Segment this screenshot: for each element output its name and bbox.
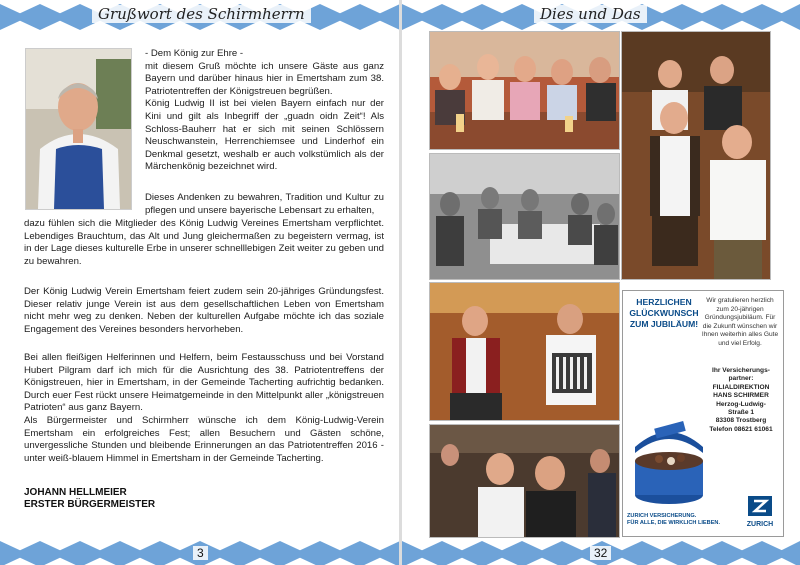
ad-headline (629, 297, 699, 330)
ad-slogan-line: FÜR ALLE, DIE WIRKLICH LIEBEN. (627, 520, 721, 527)
ad-partner-line: Ihr Versicherungs- (712, 367, 770, 374)
ad-partner-line: partner: (728, 375, 754, 383)
ad-partner-line: 83308 Trostberg (715, 417, 767, 425)
zurich-advertisement (622, 290, 784, 537)
intro-line: - Dem König zur Ehre - (145, 48, 244, 59)
ad-slogan-line: ZURICH VERSICHERUNG. (627, 513, 697, 519)
ad-slogan (627, 513, 737, 528)
photo-men-traditional-dress (621, 31, 771, 280)
right-page (402, 0, 800, 565)
zurich-logo-text: ZURICH (746, 521, 774, 528)
tradition-paragraph-end: dazu fühlen sich die Mitglieder des König Ludwig Vereines Emertsham verpflichtet. Lebendiges Brauchtum, das Alt und Jung gleichermaßen zu begeistern vermag, ist in der Lage dieses kulturelle Erbe in unserer schnelllebigen Zeit weiter zu geben und zu bewahren. (24, 218, 384, 267)
wishes-text: Als Bürgermeister und Schirmherr wünsche ich dem König-Ludwig-Verein Emertsham ein erfolgreiches Fest; allen Besuchern und Gästen schöne, unvergessliche Stunden und bleibende Erinnerungen an das Patriotentreffen 2016 - unter weiß-blauem Himmel in Emertsham in der Gemeinde Tacherting. (24, 414, 384, 464)
signature-name: JOHANN HELLMEIER (24, 487, 127, 498)
page-number: 3 (193, 546, 208, 560)
ad-partner-line: FILIALDIREKTION (712, 383, 770, 391)
greeting-intro (145, 48, 384, 174)
zurich-logo (741, 496, 779, 530)
thanks-paragraph (24, 352, 384, 465)
ad-headline-line: ZUM JUBILÄUM! (629, 319, 699, 329)
ad-partner-line: Straße 1 (727, 409, 755, 417)
thanks-text: Bei allen fleißigen Helferinnen und Helfern, beim Festausschuss und bei Vorstand Hubert Pilgram darf ich mich für die Ausrichtung des 38. Patriotentreffens der Königstreuen, hier in Emertsham, in der Gemeinde Tacherting aufrichtig bedanken. Durch euer Fest rückt unsere Heimatgemeinde in den Mittelpunkt aller „königstreuen Patrioten“ aus ganz Bayern. (24, 352, 384, 414)
signature-role: ERSTER BÜRGERMEISTER (24, 499, 156, 510)
signature-block (24, 487, 155, 511)
photo-beer-tent-bw (429, 153, 620, 280)
page-title: Dies und Das (534, 5, 647, 23)
ad-headline-line: HERZLICHEN (636, 297, 692, 307)
ad-headline-line: GLÜCKWUNSCH (629, 308, 699, 318)
page-number: 32 (590, 546, 611, 560)
photo-accordion-players (429, 282, 620, 421)
photo-festival-crowd (429, 424, 620, 538)
anniversary-paragraph: Der König Ludwig Verein Emertsham feiert zudem sein 20-jähriges Gründungsfest. Dieser relativ junge Verein ist aus dem gesellschaftlichen Leben von Emertsham nicht mehr weg zu denken. Neben der kulturellen Aufgabe möchte ich das soziale Engagement des Vereines besonders hervorheben. (24, 286, 384, 335)
zurich-z-icon (748, 496, 772, 516)
ad-partner-line: Herzog-Ludwig- (716, 400, 766, 408)
chocolate-box-illustration (629, 417, 709, 507)
ad-partner-line: HANS SCHIRMER (713, 392, 769, 400)
photo-group-table (429, 31, 620, 150)
tradition-paragraph-start: Dieses Andenken zu bewahren, Tradition und Kultur zu pflegen und unsere bayerische Lebensart zu erhalten, (145, 192, 384, 216)
mayor-portrait-photo (25, 48, 132, 210)
page-title: Grußwort des Schirmherrn (92, 5, 311, 23)
ad-message: Wir gratulieren herzlich zum 20-jährigen Gründungsjubiläum. Für die Zukunft wünschen wir Ihnen weiterhin alles Gute und viel Erfolg. (701, 297, 779, 347)
ludwig-paragraph: König Ludwig II ist bei vielen Bayern einfach nur der Kini und gilt als Inbegriff der „guadn oidn Zeit“! Als Schloss-Bauherr hat er sich mit seinen Schlössern Neuschwanstein, Herrenchiemsee und Linderhof ein Denkmal gesetzt, weshalb er auch volkstümlich als der Märchenkönig bezeichnet wird. (145, 98, 384, 173)
intro-paragraph: mit diesem Gruß möchte ich unsere Gäste aus ganz Bayern und darüber hinaus hier in Emertsham zum 38. Patriotentreffen der Königstreuen begrüßen. (145, 60, 384, 97)
ad-partner-line: Telefon 08621 61061 (709, 425, 773, 433)
ad-partner-address (701, 367, 781, 434)
